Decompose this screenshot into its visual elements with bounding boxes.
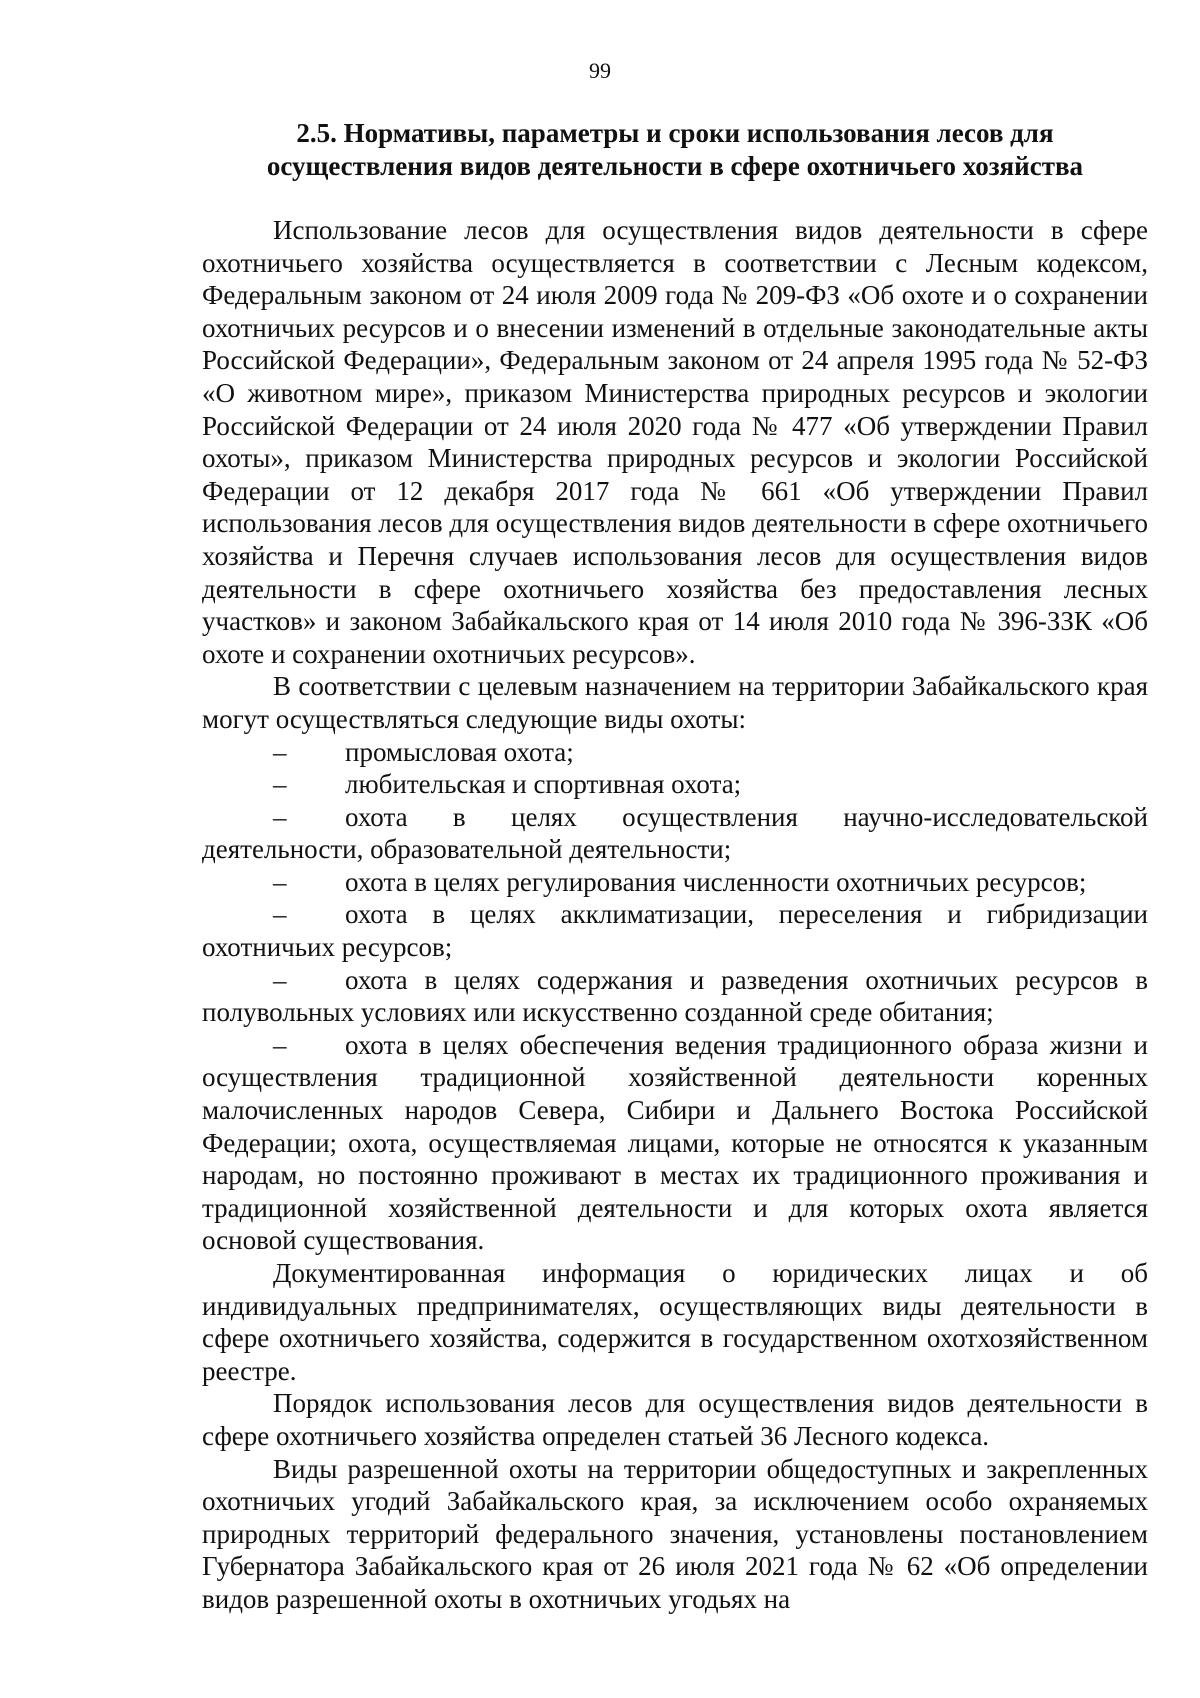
- list-item-text: любительская и спортивная охота;: [345, 769, 742, 800]
- list-item-text: охота в целях осуществления научно-исследовательской деятельности, образовательной деятельности;: [202, 801, 1148, 865]
- list-item: [202, 736, 1148, 769]
- section-heading-line-2: осуществления видов деятельности в сфере охотничьего хозяйства: [266, 151, 1084, 181]
- section-heading: [200, 117, 1150, 183]
- section-heading-line-1: 2.5. Нормативы, параметры и сроки использования лесов для: [296, 118, 1054, 148]
- dash-marker: –: [273, 801, 287, 832]
- paragraph-registry: Документированная информация о юридических лицах и об индивидуальных предпринимателях, осуществляющих виды деятельности в сфере охотничьего хозяйства, содержится в государственном охотхозяйственном реестре.: [202, 1258, 1148, 1386]
- paragraph-legal-basis: Использование лесов для осуществления видов деятельности в сфере охотничьего хозяйства осуществляется в соответствии с Лесным кодексом, Федеральным законом от 24 июля 2009 года № 209-ФЗ «Об охоте и о сохранении охотничьих ресурсов и о внесении изменений в отдельные законодательные акты Российской Федерации», Федеральным законом от 24 апреля 1995 года № 52-ФЗ «О животном мире», приказом Министерства природных ресурсов и экологии Российской Федерации от 24 июля 2020 года № 477 «Об утверждении Правил охоты», приказом Министерства природных ресурсов и экологии Российской Федерации от 12 декабря 2017 года № 661 «Об утверждении Правил использования лесов для осуществления видов деятельности в сфере охотничьего хозяйства и Перечня случаев использования лесов для осуществления видов деятельности в сфере охотничьего хозяйства без предоставления лесных участков» и законом Забайкальского края от 14 июля 2010 года № 396-ЗЗК «Об охоте и сохранении охотничьих ресурсов».: [202, 215, 1148, 669]
- list-item: [202, 964, 1148, 1029]
- dash-marker: –: [273, 736, 287, 767]
- list-item-text: охота в целях регулирования численности охотничьих ресурсов;: [345, 866, 1087, 897]
- page-number: 99: [589, 58, 611, 83]
- list-item: [202, 1029, 1148, 1257]
- dash-marker: –: [273, 1029, 287, 1060]
- list-item: [202, 768, 1148, 801]
- paragraph-hunting-types-intro: В соответствии с целевым назначением на территории Забайкальского края могут осуществляться следующие виды охоты:: [202, 671, 1148, 734]
- dash-marker: –: [273, 769, 287, 800]
- document-body: [202, 214, 1148, 1616]
- dash-marker: –: [273, 899, 287, 930]
- list-item-text: охота в целях акклиматизации, переселения и гибридизации охотничьих ресурсов;: [202, 899, 1148, 963]
- dash-marker: –: [273, 964, 287, 995]
- dash-marker: –: [273, 866, 287, 897]
- list-item-text: охота в целях обеспечения ведения традиционного образа жизни и осуществления традиционной хозяйственной деятельности коренных малочисленных народов Севера, Сибири и Дальнего Востока Российской Федерации; охота, осуществляемая лицами, которые не относятся к указанным народам, но постоянно проживают в местах их традиционного проживания и традиционной хозяйственной деятельности и для которых охота является основой существования.: [202, 1029, 1148, 1256]
- paragraph-permitted-hunting: Виды разрешенной охоты на территории общедоступных и закрепленных охотничьих угодий Забайкальского края, за исключением особо охраняемых природных территорий федерального значения, установлены постановлением Губернатора Забайкальского края от 26 июля 2021 года № 62 «Об определении видов разрешенной охоты в охотничьих угодьях на: [202, 1453, 1148, 1614]
- list-item-text: промысловая охота;: [345, 736, 574, 767]
- list-item: [202, 801, 1148, 866]
- list-item-text: охота в целях содержания и разведения охотничьих ресурсов в полувольных условиях или искусственно созданной среде обитания;: [202, 964, 1148, 1028]
- list-item: [202, 866, 1148, 899]
- list-item: [202, 898, 1148, 963]
- paragraph-procedure: Порядок использования лесов для осуществления видов деятельности в сфере охотничьего хозяйства определен статьей 36 Лесного кодекса.: [202, 1388, 1148, 1451]
